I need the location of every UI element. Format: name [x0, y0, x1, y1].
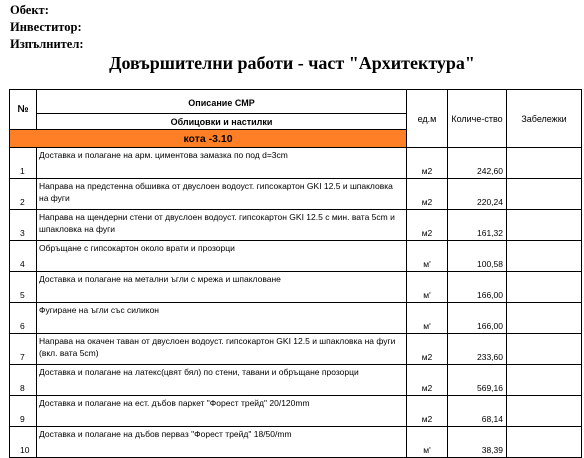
table-row — [10, 179, 582, 210]
section-title: Облицовки и настилки — [37, 114, 407, 130]
row-description: Обръщане с гипсокартон около врати и прозорци — [37, 241, 407, 272]
row-number: 4 — [10, 241, 37, 272]
row-description: Направа на окачен таван от двуслоен водоуст. гипсокартон GKI 12.5 и шпакловка на фуги (вкл. вата 5cm) — [37, 334, 407, 365]
row-notes — [507, 210, 582, 241]
row-quantity: 166,00 — [448, 272, 507, 303]
row-number: 6 — [10, 303, 37, 334]
row-number: 3 — [10, 210, 37, 241]
row-unit: м2 — [407, 148, 448, 179]
row-description: Доставка и полагане на дъбов первaз "Форест трейд" 18/50/mm — [37, 427, 407, 458]
table-row — [10, 396, 582, 427]
document-title: Довършителни работи - част "Архитектура" — [109, 53, 475, 73]
row-description: Направа на предстенна обшивка от двуслоен водоуст. гипсокартон GKI 12.5 и шпакловка на фуги — [37, 179, 407, 210]
table-row — [10, 427, 582, 458]
row-number: 9 — [10, 396, 37, 427]
row-unit: м2 — [407, 179, 448, 210]
row-notes — [507, 148, 582, 179]
row-notes — [507, 241, 582, 272]
row-description: Доставка и полагане на ест. дъбов паркет "Форест трейд" 20/120mm — [37, 396, 407, 427]
row-quantity: 569,16 — [448, 365, 507, 396]
table-row — [10, 148, 582, 179]
investor-label: Инвеститор: — [10, 20, 82, 34]
row-quantity: 220,24 — [448, 179, 507, 210]
row-notes — [507, 396, 582, 427]
row-notes — [507, 365, 582, 396]
row-unit: м' — [407, 427, 448, 458]
row-quantity: 166,00 — [448, 303, 507, 334]
level-label: кота -3.10 — [10, 130, 407, 148]
table-row — [10, 365, 582, 396]
column-header-description: Описание СМР — [37, 90, 407, 114]
table-row — [10, 303, 582, 334]
row-notes — [507, 272, 582, 303]
row-quantity: 242,60 — [448, 148, 507, 179]
column-header-notes: Забележки — [507, 90, 582, 148]
row-unit: м' — [407, 241, 448, 272]
row-number: 8 — [10, 365, 37, 396]
row-description: Доставка и полагане на латекс(цвят бял) по стени, тавани и обръщане прозорци — [37, 365, 407, 396]
row-quantity: 38,39 — [448, 427, 507, 458]
row-quantity: 68,14 — [448, 396, 507, 427]
row-unit: м2 — [407, 365, 448, 396]
table-header-row — [10, 90, 582, 114]
table-row — [10, 334, 582, 365]
row-description: Направа на щендерни стени от двуслоен водоуст. гипсокартон GKI 12.5 с мин. вата 5cm и шпакловка на фуги — [37, 210, 407, 241]
row-quantity: 100,58 — [448, 241, 507, 272]
table-row — [10, 241, 582, 272]
column-header-unit: ед.м — [407, 90, 448, 148]
contractor-label: Изпълнител: — [10, 37, 84, 51]
row-unit: м2 — [407, 210, 448, 241]
bill-of-quantities-table — [9, 89, 582, 458]
row-unit: м2 — [407, 334, 448, 365]
row-description: Доставка и полагане на арм. циментова замазка по под d=3cm — [37, 148, 407, 179]
row-quantity: 233,60 — [448, 334, 507, 365]
row-number: 1 — [10, 148, 37, 179]
row-description: Фугиране на ъгли със силикон — [37, 303, 407, 334]
row-notes — [507, 427, 582, 458]
row-quantity: 161,32 — [448, 210, 507, 241]
row-notes — [507, 179, 582, 210]
row-number: 7 — [10, 334, 37, 365]
table-row — [10, 272, 582, 303]
row-number: 5 — [10, 272, 37, 303]
object-label: Обект: — [10, 3, 49, 17]
row-number: 2 — [10, 179, 37, 210]
column-header-quantity: Количе-ство — [448, 90, 507, 148]
row-unit: м' — [407, 272, 448, 303]
row-notes — [507, 334, 582, 365]
table-row — [10, 210, 582, 241]
row-number: 10 — [10, 427, 37, 458]
row-description: Доставка и полагане на метални ъгли с мрежа и шпакловане — [37, 272, 407, 303]
row-unit: м2 — [407, 396, 448, 427]
row-notes — [507, 303, 582, 334]
row-unit: м' — [407, 303, 448, 334]
column-header-num: № — [10, 90, 37, 130]
